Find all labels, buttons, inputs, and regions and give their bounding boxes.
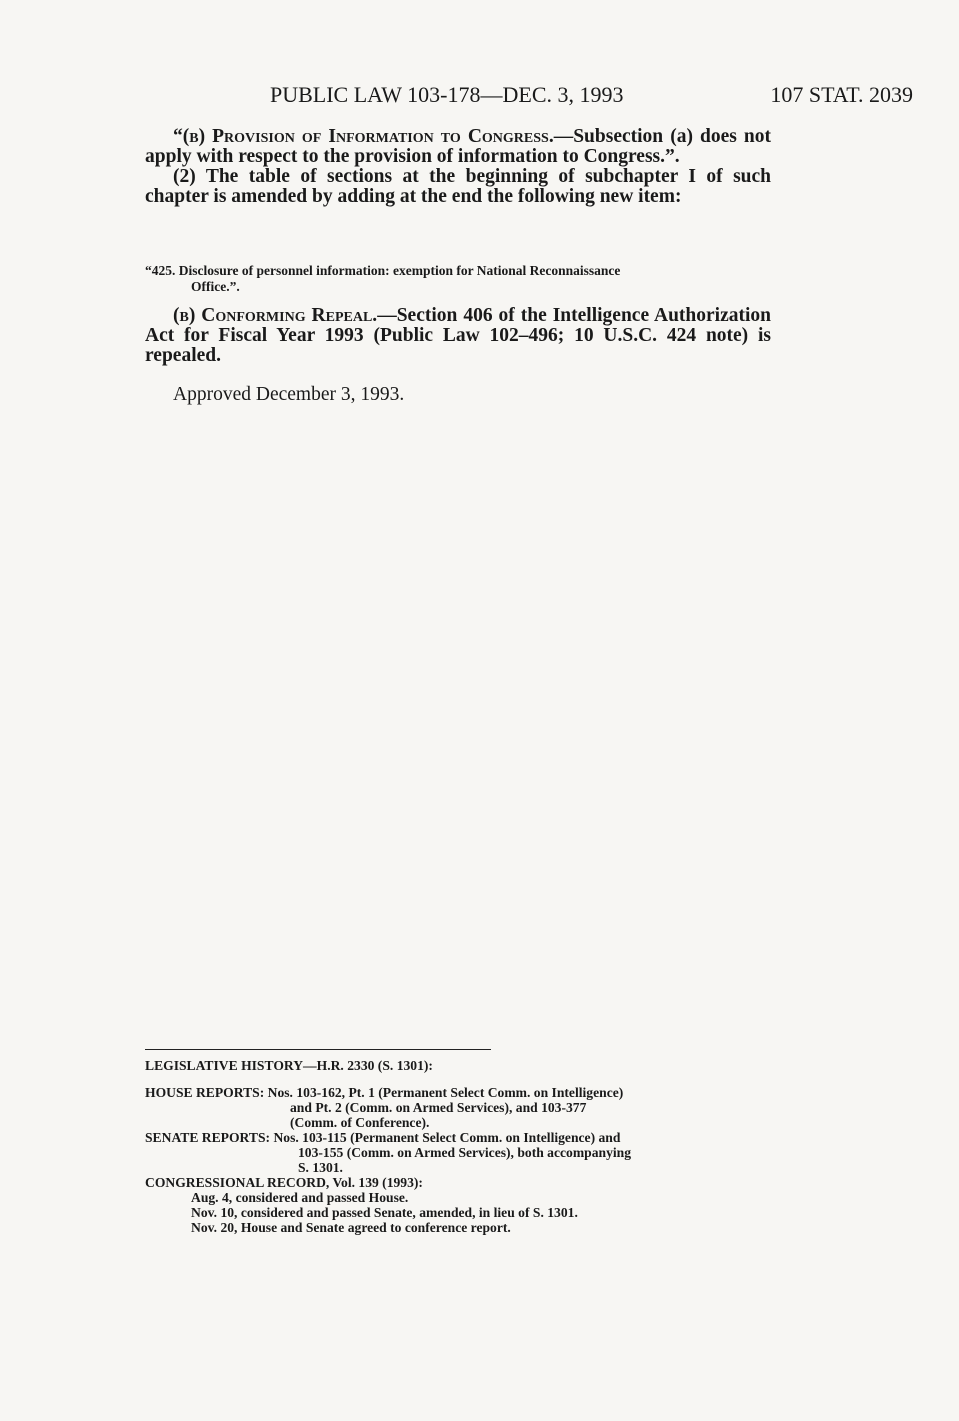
running-head <box>270 80 913 110</box>
senate-reports-line-1: Nos. 103-115 (Permanent Select Comm. on Intelligence) and <box>273 1130 621 1145</box>
section-text-top <box>145 127 771 207</box>
running-head-title: PUBLIC LAW 103-178—DEC. 3, 1993 <box>270 82 624 107</box>
statute-page-number: 107 STAT. 2039 <box>770 82 913 107</box>
senate-reports-label: SENATE REPORTS: <box>145 1130 271 1145</box>
paragraph-table-of-sections: (2) The table of sections at the beginning of subchapter I of such chapter is amended by adding at the end the following new item: <box>145 166 771 207</box>
paragraph-conforming-repeal <box>145 306 771 366</box>
house-reports <box>145 1085 765 1130</box>
item-text <box>145 263 775 295</box>
congressional-record-entry-3: Nov. 20, House and Senate agreed to conference report. <box>191 1220 511 1235</box>
item-line-1: “425. Disclosure of personnel information: exemption for National Reconnaissance <box>145 263 621 278</box>
house-reports-line-1: Nos. 103-162, Pt. 1 (Permanent Select Comm. on Intelligence) <box>267 1085 624 1100</box>
paragraph-heading: (b) Conforming Repeal. <box>173 305 378 326</box>
paragraph-provision-of-information <box>145 127 771 167</box>
congressional-record-entry-2: Nov. 10, considered and passed Senate, amended, in lieu of S. 1301. <box>191 1205 578 1220</box>
divider-rule <box>145 1049 491 1050</box>
legislative-history-heading: LEGISLATIVE HISTORY—H.R. 2330 (S. 1301): <box>145 1058 433 1073</box>
senate-reports-line-3: S. 1301. <box>298 1160 343 1175</box>
house-reports-label: HOUSE REPORTS: <box>145 1085 265 1100</box>
table-of-sections-item <box>145 263 775 295</box>
item-line-2: Office.”. <box>191 279 240 294</box>
section-text-bottom <box>145 306 771 366</box>
approval-date: Approved December 3, 1993. <box>173 384 405 405</box>
paragraph-body: —Subsection (a) does not apply with respect to the provision of information to Congress.”. <box>145 126 771 167</box>
paragraph-body: —Section 406 of the Intelligence Authorization Act for Fiscal Year 1993 (Public Law 102–496; 10 U.S.C. 424 note) is repealed. <box>145 305 771 366</box>
paragraph-heading: “(b) Provision of Information to Congress. <box>173 126 554 147</box>
senate-reports-line-2: 103-155 (Comm. on Armed Services), both accompanying <box>298 1145 632 1160</box>
congressional-record-label: CONGRESSIONAL RECORD, Vol. 139 (1993): <box>145 1175 423 1190</box>
legislative-history <box>145 1058 765 1235</box>
house-reports-line-3: (Comm. of Conference). <box>290 1115 430 1130</box>
house-reports-line-2: and Pt. 2 (Comm. on Armed Services), and 103-377 <box>290 1100 587 1115</box>
congressional-record-entry-1: Aug. 4, considered and passed House. <box>191 1190 409 1205</box>
senate-reports <box>145 1130 765 1175</box>
congressional-record <box>145 1175 765 1235</box>
